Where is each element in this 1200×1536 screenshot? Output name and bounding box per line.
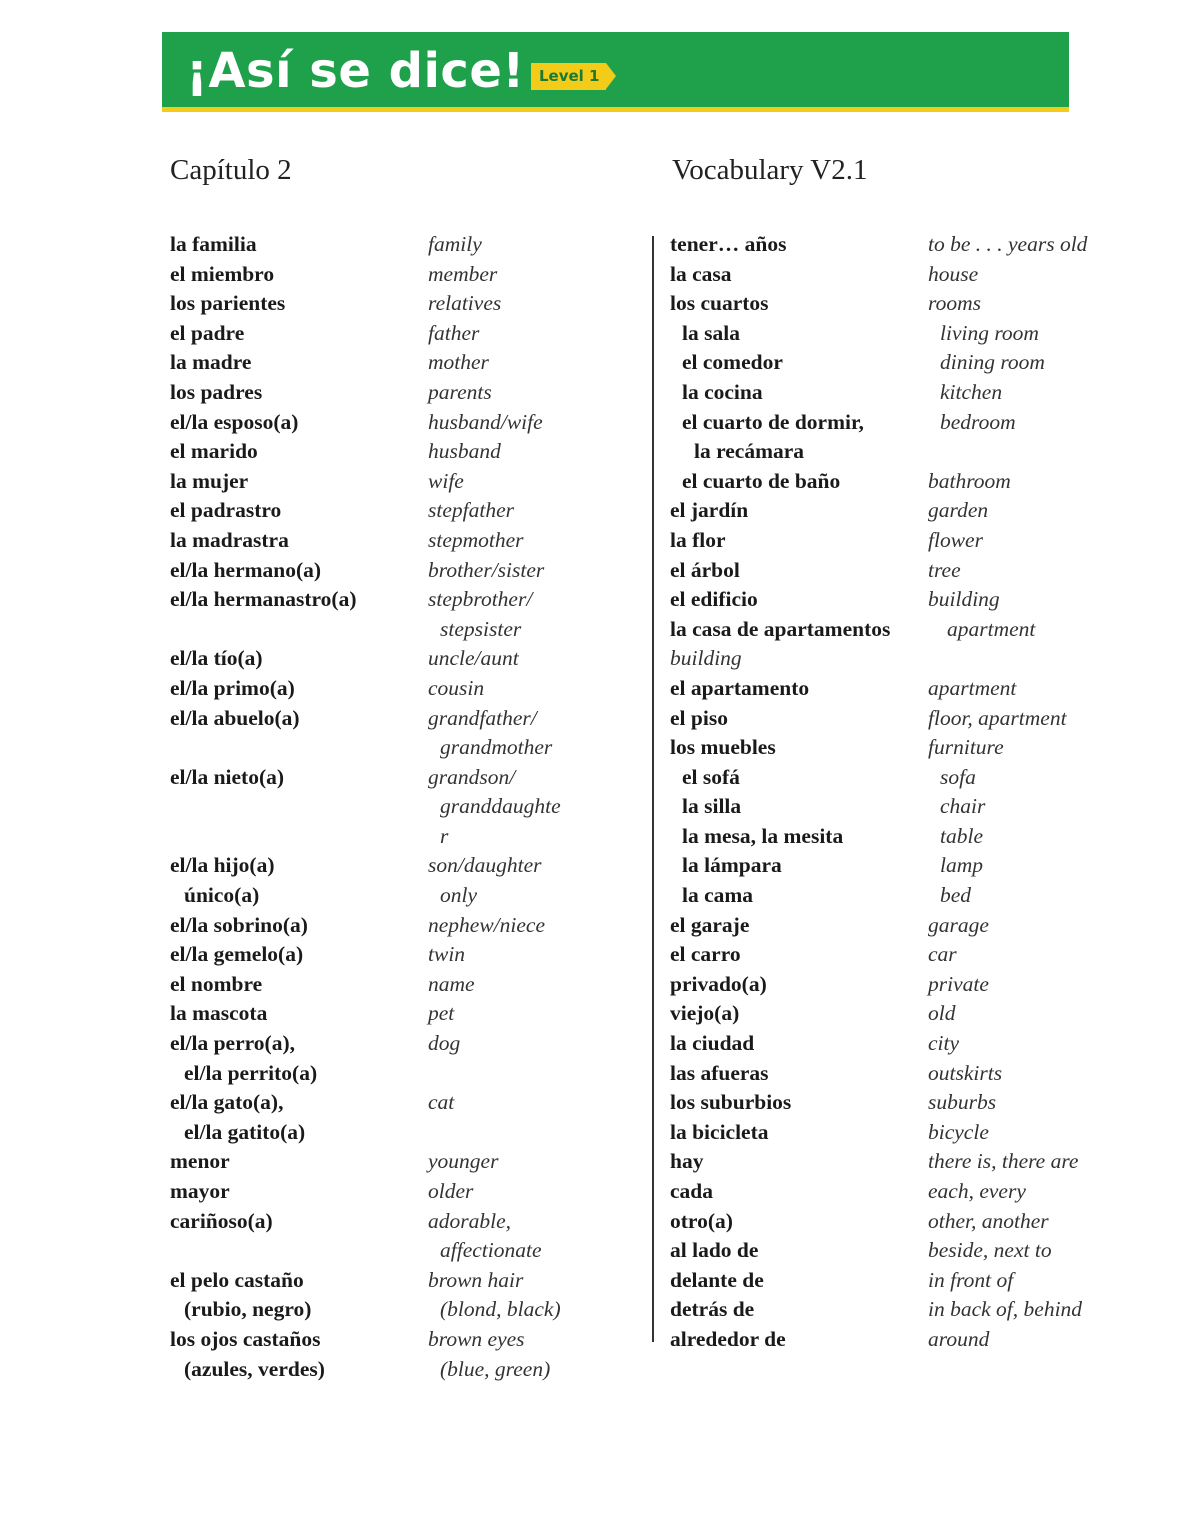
- vocab-row: [670, 289, 1160, 319]
- vocab-row: [670, 1266, 1160, 1296]
- vocab-row: [670, 1147, 1160, 1177]
- english-translation: sofa: [940, 764, 976, 789]
- vocab-row: [170, 851, 640, 881]
- spanish-term: el/la hijo(a): [170, 853, 275, 878]
- vocab-row: [670, 615, 1160, 645]
- spanish-term: detrás de: [670, 1297, 755, 1322]
- spanish-term: alrededor de: [670, 1326, 786, 1351]
- spanish-term: la madre: [170, 350, 252, 375]
- english-translation: private: [928, 971, 989, 996]
- vocab-row: [170, 615, 640, 645]
- spanish-term: el miembro: [170, 261, 275, 286]
- english-translation: each, every: [928, 1179, 1026, 1203]
- english-translation: only: [440, 883, 478, 908]
- spanish-term: el/la hermanastro(a): [170, 587, 357, 612]
- vocab-row: [670, 526, 1160, 556]
- english-translation: brown eyes: [428, 1326, 525, 1351]
- vocab-row: [670, 319, 1160, 349]
- spanish-term: otro(a): [670, 1208, 733, 1233]
- spanish-term: (rubio, negro): [184, 1297, 312, 1322]
- vocab-row: [670, 792, 1160, 822]
- spanish-term: la casa: [670, 261, 732, 286]
- english-translation: stepsister: [440, 616, 522, 641]
- english-translation: brother/sister: [428, 557, 545, 582]
- vocab-row: [170, 348, 640, 378]
- vocab-row: [670, 911, 1160, 941]
- vocab-row: [670, 585, 1160, 615]
- english-translation: table: [940, 823, 983, 848]
- vocab-row: [170, 556, 640, 586]
- english-translation: building: [670, 646, 742, 671]
- spanish-term: cada: [670, 1179, 713, 1203]
- english-translation: nephew/niece: [428, 912, 546, 937]
- spanish-term: los ojos castaños: [170, 1326, 321, 1351]
- english-translation: stepbrother/: [428, 587, 533, 612]
- banner-title: ¡Así se dice!: [186, 43, 525, 99]
- vocab-row: [170, 1207, 640, 1237]
- english-translation: affectionate: [440, 1238, 542, 1263]
- vocab-row: [170, 970, 640, 1000]
- vocab-row: [170, 1088, 640, 1118]
- english-translation: garage: [928, 912, 989, 937]
- vocab-row: [170, 526, 640, 556]
- vocab-row: [670, 674, 1160, 704]
- vocab-row: [670, 644, 1160, 674]
- english-translation: (blond, black): [440, 1297, 561, 1322]
- english-translation: stepmother: [428, 527, 524, 552]
- vocab-row: [670, 437, 1160, 467]
- english-translation: younger: [428, 1149, 499, 1174]
- english-translation: chair: [940, 794, 986, 819]
- spanish-term: mayor: [170, 1179, 230, 1203]
- vocab-row: [170, 319, 640, 349]
- spanish-term: tener… años: [670, 232, 787, 256]
- spanish-term: la recámara: [694, 439, 805, 464]
- spanish-term: los padres: [170, 379, 263, 404]
- spanish-term: delante de: [670, 1267, 764, 1292]
- english-translation: apartment: [947, 616, 1036, 641]
- vocab-row: [170, 911, 640, 941]
- vocab-row: [670, 999, 1160, 1029]
- vocab-row: [670, 1177, 1160, 1207]
- english-translation: son/daughter: [428, 853, 542, 878]
- vocab-row: [170, 644, 640, 674]
- spanish-term: el edificio: [670, 587, 758, 612]
- spanish-term: el marido: [170, 439, 258, 464]
- english-translation: tree: [928, 557, 961, 582]
- vocab-row: [170, 674, 640, 704]
- vocab-row: [170, 289, 640, 319]
- english-translation: outskirts: [928, 1060, 1003, 1085]
- english-translation: stepfather: [428, 498, 514, 523]
- vocab-row: [670, 556, 1160, 586]
- spanish-term: (azules, verdes): [184, 1356, 325, 1381]
- english-translation: mother: [428, 350, 489, 375]
- spanish-term: la bicicleta: [670, 1119, 769, 1144]
- english-translation: building: [928, 587, 1000, 612]
- english-translation: around: [928, 1326, 990, 1351]
- vocab-row: [670, 1029, 1160, 1059]
- spanish-term: el cuarto de baño: [682, 468, 841, 493]
- english-translation: city: [928, 1031, 960, 1056]
- spanish-term: el/la hermano(a): [170, 557, 322, 582]
- vocab-row: [670, 940, 1160, 970]
- english-translation: there is, there are: [928, 1149, 1079, 1174]
- spanish-term: el árbol: [670, 557, 740, 582]
- english-translation: adorable,: [428, 1208, 512, 1233]
- english-translation: family: [428, 232, 482, 256]
- spanish-term: las afueras: [670, 1060, 769, 1085]
- vocab-row: [670, 733, 1160, 763]
- spanish-term: la mujer: [170, 468, 249, 493]
- vocab-row: [170, 1266, 640, 1296]
- english-translation: in front of: [928, 1267, 1014, 1292]
- spanish-term: el nombre: [170, 971, 263, 996]
- spanish-term: el cuarto de dormir,: [682, 409, 864, 434]
- english-translation: flower: [928, 527, 983, 552]
- english-translation: husband/wife: [428, 409, 543, 434]
- spanish-term: los cuartos: [670, 291, 769, 316]
- column-divider: [652, 236, 654, 1342]
- spanish-term: la lámpara: [682, 853, 782, 878]
- vocab-row: [670, 763, 1160, 793]
- english-translation: cat: [428, 1090, 455, 1115]
- vocab-row: [670, 496, 1160, 526]
- spanish-term: la mesa, la mesita: [682, 823, 844, 848]
- spanish-term: la ciudad: [670, 1031, 755, 1056]
- english-translation: member: [428, 261, 498, 286]
- english-translation: name: [428, 971, 475, 996]
- english-translation: furniture: [928, 735, 1004, 760]
- english-translation: grandson/: [428, 764, 516, 789]
- english-translation: rooms: [928, 291, 981, 316]
- vocab-row: [670, 1059, 1160, 1089]
- vocab-row: [670, 408, 1160, 438]
- english-translation: house: [928, 261, 979, 286]
- english-translation: husband: [428, 439, 501, 464]
- vocab-row: [170, 1295, 640, 1325]
- vocab-row: [170, 378, 640, 408]
- vocab-row: [170, 1118, 640, 1148]
- english-translation: other, another: [928, 1208, 1049, 1233]
- vocab-row: [170, 999, 640, 1029]
- english-translation: beside, next to: [928, 1238, 1052, 1263]
- english-translation: lamp: [940, 853, 983, 878]
- spanish-term: cariñoso(a): [170, 1208, 273, 1233]
- spanish-term: privado(a): [670, 971, 767, 996]
- vocab-row: [170, 763, 640, 793]
- spanish-term: el/la gato(a),: [170, 1090, 284, 1115]
- vocab-row: [170, 822, 640, 852]
- vocab-row: [170, 230, 640, 260]
- english-translation: (blue, green): [440, 1356, 551, 1381]
- spanish-term: la cama: [682, 883, 754, 908]
- spanish-term: el/la sobrino(a): [170, 912, 308, 937]
- english-translation: older: [428, 1179, 474, 1203]
- english-translation: parents: [428, 379, 492, 404]
- english-translation: dog: [428, 1031, 461, 1056]
- english-translation: uncle/aunt: [428, 646, 519, 671]
- spanish-term: los parientes: [170, 291, 286, 316]
- vocab-row: [170, 1029, 640, 1059]
- spanish-term: el pelo castaño: [170, 1267, 304, 1292]
- spanish-term: el/la perrito(a): [184, 1060, 318, 1085]
- header-banner: [162, 32, 1069, 112]
- spanish-term: único(a): [184, 883, 260, 908]
- vocab-row: [170, 1147, 640, 1177]
- spanish-term: el padrastro: [170, 498, 282, 523]
- english-translation: bedroom: [940, 409, 1016, 434]
- english-translation: dining room: [940, 350, 1045, 375]
- spanish-term: el piso: [670, 705, 728, 730]
- vocab-column-right: [670, 230, 1160, 1355]
- spanish-term: el padre: [170, 320, 245, 345]
- vocab-row: [170, 1355, 640, 1385]
- english-translation: bicycle: [928, 1119, 989, 1144]
- spanish-term: la madrastra: [170, 527, 289, 552]
- spanish-term: el/la tío(a): [170, 646, 263, 671]
- spanish-term: el/la primo(a): [170, 675, 295, 700]
- vocab-row: [670, 1207, 1160, 1237]
- vocab-row: [170, 733, 640, 763]
- english-translation: wife: [428, 468, 464, 493]
- spanish-term: el/la gemelo(a): [170, 942, 304, 967]
- english-translation: to be . . . years old: [928, 232, 1088, 256]
- spanish-term: la sala: [682, 320, 740, 345]
- english-translation: bed: [940, 883, 972, 908]
- english-translation: granddaughte: [440, 794, 561, 819]
- english-translation: suburbs: [928, 1090, 997, 1115]
- english-translation: r: [440, 823, 449, 848]
- spanish-term: los muebles: [670, 735, 776, 760]
- english-translation: relatives: [428, 291, 502, 316]
- spanish-term: la cocina: [682, 379, 763, 404]
- vocab-row: [170, 437, 640, 467]
- vocab-row: [670, 822, 1160, 852]
- vocab-row: [170, 496, 640, 526]
- spanish-term: el/la esposo(a): [170, 409, 299, 434]
- spanish-term: la casa de apartamentos: [670, 616, 891, 641]
- spanish-term: los suburbios: [670, 1090, 792, 1115]
- vocab-row: [170, 704, 640, 734]
- spanish-term: el/la nieto(a): [170, 764, 285, 789]
- vocab-row: [670, 881, 1160, 911]
- spanish-term: el carro: [670, 942, 741, 967]
- spanish-term: el jardín: [670, 498, 749, 523]
- english-translation: twin: [428, 942, 466, 967]
- english-translation: father: [428, 320, 480, 345]
- vocab-row: [670, 1088, 1160, 1118]
- vocab-row: [170, 792, 640, 822]
- vocab-row: [170, 408, 640, 438]
- vocab-row: [170, 585, 640, 615]
- vocab-row: [170, 940, 640, 970]
- english-translation: old: [928, 1001, 956, 1026]
- vocab-row: [170, 1325, 640, 1355]
- vocab-row: [670, 851, 1160, 881]
- vocab-row: [670, 230, 1160, 260]
- english-translation: garden: [928, 498, 989, 523]
- english-translation: pet: [428, 1001, 455, 1026]
- vocab-row: [170, 260, 640, 290]
- english-translation: bathroom: [928, 468, 1011, 493]
- vocab-row: [670, 970, 1160, 1000]
- level-badge: Level 1: [531, 63, 606, 90]
- spanish-term: menor: [170, 1149, 230, 1174]
- vocab-row: [170, 467, 640, 497]
- vocab-row: [670, 467, 1160, 497]
- vocab-row: [670, 1118, 1160, 1148]
- vocab-row: [170, 1177, 640, 1207]
- english-translation: grandmother: [440, 735, 553, 760]
- english-translation: apartment: [928, 675, 1017, 700]
- spanish-term: la silla: [682, 794, 742, 819]
- spanish-term: el/la abuelo(a): [170, 705, 300, 730]
- vocab-column-left: [170, 230, 640, 1384]
- section-heading: Vocabulary V2.1: [672, 154, 868, 186]
- spanish-term: el sofá: [682, 764, 740, 789]
- english-translation: floor, apartment: [928, 705, 1067, 730]
- vocab-row: [670, 378, 1160, 408]
- spanish-term: el/la gatito(a): [184, 1119, 306, 1144]
- english-translation: cousin: [428, 675, 485, 700]
- vocab-row: [670, 1325, 1160, 1355]
- spanish-term: el apartamento: [670, 675, 810, 700]
- english-translation: grandfather/: [428, 705, 537, 730]
- spanish-term: hay: [670, 1149, 704, 1174]
- vocab-row: [670, 1295, 1160, 1325]
- spanish-term: el comedor: [682, 350, 783, 375]
- level-badge-tail: [606, 63, 616, 89]
- english-translation: living room: [940, 320, 1039, 345]
- spanish-term: viejo(a): [670, 1001, 740, 1026]
- english-translation: brown hair: [428, 1267, 524, 1292]
- vocab-row: [670, 1236, 1160, 1266]
- vocab-row: [170, 1059, 640, 1089]
- vocab-row: [670, 348, 1160, 378]
- spanish-term: el/la perro(a),: [170, 1031, 295, 1056]
- chapter-heading: Capítulo 2: [170, 154, 292, 186]
- english-translation: in back of, behind: [928, 1297, 1083, 1322]
- spanish-term: el garaje: [670, 912, 750, 937]
- english-translation: kitchen: [940, 379, 1003, 404]
- english-translation: car: [928, 942, 957, 967]
- spanish-term: la flor: [670, 527, 726, 552]
- spanish-term: la familia: [170, 232, 257, 256]
- vocab-row: [170, 1236, 640, 1266]
- spanish-term: al lado de: [670, 1238, 759, 1263]
- vocab-row: [170, 881, 640, 911]
- vocab-row: [670, 704, 1160, 734]
- spanish-term: la mascota: [170, 1001, 268, 1026]
- vocab-row: [670, 260, 1160, 290]
